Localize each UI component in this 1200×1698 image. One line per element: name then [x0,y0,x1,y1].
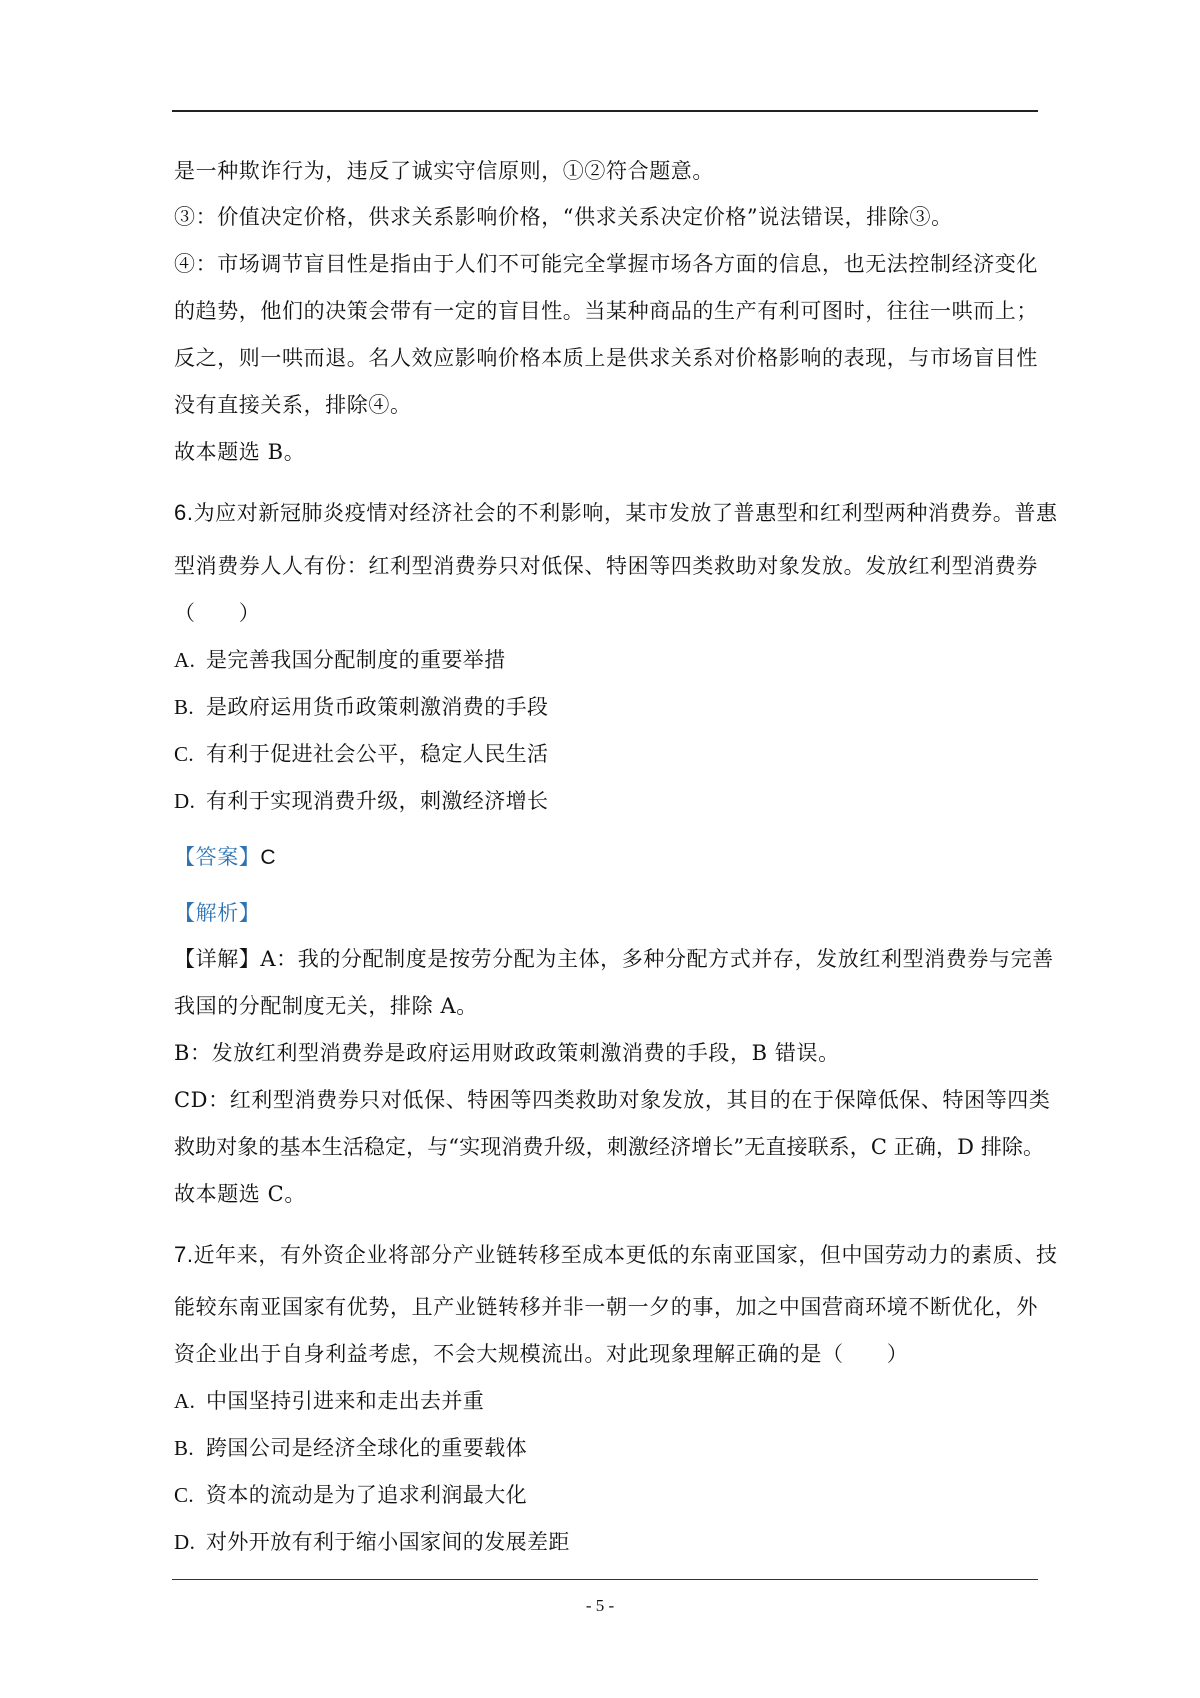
analysis-line-3: ④：市场调节盲目性是指由于人们不可能完全掌握市场各方面的信息，也无法控制经济变化 [174,252,1038,276]
option-letter: C. [174,742,195,766]
option-text: 是完善我国分配制度的重要举措 [206,648,506,672]
option-text: 有利于实现消费升级，刺激经济增长 [206,789,549,813]
q6-detail-line-3: B：发放红利型消费券是政府运用财政政策刺激消费的手段，B 错误。 [174,1041,840,1065]
option-text: 中国坚持引进来和走出去并重 [206,1389,485,1413]
q6-stem-line-3: （ ） [174,601,261,625]
q6-option-c [174,739,1044,769]
q6-answer [174,842,1044,873]
option-letter: D. [174,789,196,813]
analysis-line-1: 是一种欺诈行为，违反了诚实守信原则，①②符合题意。 [174,159,714,183]
q7-option-a [174,1386,1044,1416]
option-letter: D. [174,1530,196,1554]
q6-stem-line-1 [174,498,1058,528]
analysis-line-2: ③：价值决定价格，供求关系影响价格，“供求关系决定价格”说法错误，排除③。 [174,205,953,229]
q7-option-d [174,1527,1044,1557]
option-letter: A. [174,1389,196,1413]
q6-option-a [174,645,1044,675]
q6-option-b [174,692,1044,722]
answer-value: C [260,846,277,869]
q6-number: 6. [174,500,194,525]
option-text: 是政府运用货币政策刺激消费的手段 [206,695,549,719]
q7-option-b [174,1433,1044,1463]
option-text: 跨国公司是经济全球化的重要载体 [206,1436,527,1460]
q6-detail-line-4: CD：红利型消费券只对低保、特困等四类救助对象发放，其目的在于保障低保、特困等四类 [174,1088,1051,1112]
detail-label: 【详解】 [174,947,261,971]
analysis-line-4: 的趋势，他们的决策会带有一定的盲目性。当某种商品的生产有利可图时，往往一哄而上； [174,299,1038,323]
footer-rule [172,1579,1038,1580]
option-letter: C. [174,1483,195,1507]
option-text: 资本的流动是为了追求利润最大化 [206,1483,527,1507]
analysis-conclusion: 故本题选 B。 [174,440,306,464]
q7-option-c [174,1480,1044,1510]
q6-conclusion: 故本题选 C。 [174,1182,306,1206]
header-rule [172,110,1038,112]
q6-detail-line-5: 救助对象的基本生活稳定，与“实现消费升级，刺激经济增长”无直接联系，C 正确，D 排除。 [174,1135,1045,1159]
q6-stem-line-2: 型消费券人人有份：红利型消费券只对低保、特困等四类救助对象发放。发放红利型消费券 [174,554,1038,578]
q7-stem-line-1 [174,1240,1058,1270]
q6-detail-line-1 [174,944,1054,974]
q6-stem-text-1: 为应对新冠肺炎疫情对经济社会的不利影响，某市发放了普惠型和红利型两种消费券。普惠 [193,501,1058,525]
option-letter: B. [174,1436,195,1460]
q7-stem-text-1: 近年来，有外资企业将部分产业链转移至成本更低的东南亚国家，但中国劳动力的素质、技 [193,1243,1058,1267]
q6-analysis-heading [174,898,1044,928]
analysis-line-5: 反之，则一哄而退。名人效应影响价格本质上是供求关系对价格影响的表现，与市场盲目性 [174,346,1038,370]
detail-text-1: A：我的分配制度是按劳分配为主体，多种分配方式并存，发放红利型消费券与完善 [260,947,1054,971]
q7-stem-line-3: 资企业出于自身利益考虑，不会大规模流出。对此现象理解正确的是（ ） [174,1342,909,1366]
q6-option-d [174,786,1044,816]
option-text: 对外开放有利于缩小国家间的发展差距 [206,1530,570,1554]
q7-stem-line-2: 能较东南亚国家有优势，且产业链转移并非一朝一夕的事，加之中国营商环境不断优化，外 [174,1295,1038,1319]
page-number: - 5 - [585,1596,615,1615]
option-letter: A. [174,648,196,672]
option-text: 有利于促进社会公平，稳定人民生活 [206,742,549,766]
analysis-line-6: 没有直接关系，排除④。 [174,393,412,417]
analysis-label: 【解析】 [174,901,261,925]
q6-detail-line-2: 我国的分配制度无关，排除 A。 [174,994,478,1018]
answer-label: 【答案】 [174,845,261,869]
option-letter: B. [174,695,195,719]
q7-number: 7. [174,1242,194,1267]
